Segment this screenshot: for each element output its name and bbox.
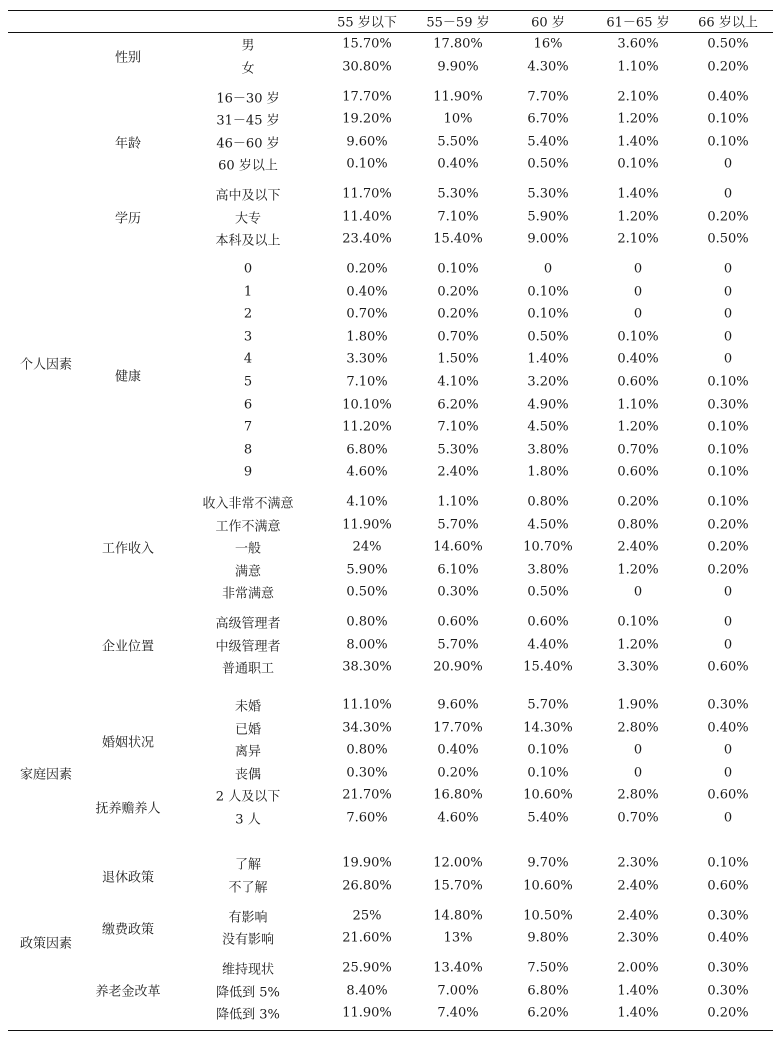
table-cell: 0.30% bbox=[707, 397, 749, 413]
row-label: 了解 bbox=[234, 857, 262, 873]
table-cell: 38.30% bbox=[342, 659, 392, 675]
table-cell: 23.40% bbox=[342, 231, 392, 247]
table-cell: 10.60% bbox=[523, 878, 573, 894]
table-cell: 5.70% bbox=[437, 637, 479, 653]
table-cell: 0 bbox=[633, 306, 643, 322]
table-cell: 1.20% bbox=[617, 111, 659, 127]
table-cell: 2.80% bbox=[617, 720, 659, 736]
table-cell: 8.40% bbox=[346, 983, 388, 999]
table-cell: 0.10% bbox=[707, 464, 749, 480]
table-cell: 0.20% bbox=[437, 765, 479, 781]
table-cell: 0.80% bbox=[346, 614, 388, 630]
table-cell: 0.20% bbox=[707, 59, 749, 75]
table-cell: 0.40% bbox=[707, 89, 749, 105]
table-cell: 0.30% bbox=[437, 584, 479, 600]
row-label: 5 bbox=[243, 374, 253, 390]
table-cell: 0.20% bbox=[437, 284, 479, 300]
table-cell: 0.20% bbox=[707, 539, 749, 555]
table-cell: 19.20% bbox=[342, 111, 392, 127]
table-cell: 0.80% bbox=[346, 742, 388, 758]
row-label: 16－30 岁 bbox=[216, 91, 280, 107]
table-cell: 1.50% bbox=[437, 351, 479, 367]
table-cell: 5.30% bbox=[437, 442, 479, 458]
table-cell: 13% bbox=[443, 930, 473, 946]
table-cell: 11.40% bbox=[342, 209, 392, 225]
table-cell: 0.70% bbox=[346, 306, 388, 322]
row-label: 46－60 岁 bbox=[216, 136, 280, 152]
bottom-rule bbox=[8, 1030, 773, 1031]
row-label: 1 bbox=[243, 284, 253, 300]
table-cell: 0 bbox=[633, 742, 643, 758]
table-cell: 0.30% bbox=[707, 697, 749, 713]
row-label: 维持现状 bbox=[221, 962, 275, 978]
table-cell: 0 bbox=[723, 306, 733, 322]
column-header: 61－65 岁 bbox=[606, 15, 670, 31]
table-cell: 0.40% bbox=[437, 742, 479, 758]
table-cell: 0 bbox=[723, 765, 733, 781]
row-label: 9 bbox=[243, 464, 253, 480]
table-cell: 9.60% bbox=[346, 134, 388, 150]
table-cell: 7.10% bbox=[437, 419, 479, 435]
row-label: 工作不满意 bbox=[215, 519, 281, 535]
row-label: 未婚 bbox=[234, 699, 262, 715]
table-cell: 0.20% bbox=[707, 562, 749, 578]
table-cell: 0 bbox=[723, 742, 733, 758]
row-label: 有影响 bbox=[228, 910, 268, 926]
table-cell: 0 bbox=[633, 584, 643, 600]
table-cell: 7.60% bbox=[346, 810, 388, 826]
row-label: 已婚 bbox=[234, 722, 262, 738]
table-cell: 0 bbox=[723, 584, 733, 600]
table-cell: 4.60% bbox=[346, 464, 388, 480]
row-label: 60 岁以上 bbox=[218, 158, 278, 174]
table-cell: 0 bbox=[723, 351, 733, 367]
table-cell: 0.10% bbox=[617, 156, 659, 172]
table-cell: 0.30% bbox=[707, 960, 749, 976]
table-cell: 0.10% bbox=[707, 111, 749, 127]
table-cell: 15.40% bbox=[523, 659, 573, 675]
table-cell: 2.10% bbox=[617, 89, 659, 105]
table-cell: 7.10% bbox=[346, 374, 388, 390]
table-cell: 0.40% bbox=[707, 930, 749, 946]
table-cell: 13.40% bbox=[433, 960, 483, 976]
table-cell: 7.40% bbox=[437, 1005, 479, 1021]
table-cell: 16% bbox=[533, 36, 563, 52]
row-label: 3 bbox=[243, 329, 253, 345]
table-cell: 26.80% bbox=[342, 878, 392, 894]
table-cell: 0.60% bbox=[617, 374, 659, 390]
table-cell: 0.10% bbox=[707, 855, 749, 871]
table-cell: 6.20% bbox=[437, 397, 479, 413]
row-label: 男 bbox=[241, 38, 255, 54]
row-label: 满意 bbox=[234, 564, 262, 580]
table-cell: 6.80% bbox=[527, 983, 569, 999]
table-cell: 10.50% bbox=[523, 908, 573, 924]
table-cell: 0.30% bbox=[707, 983, 749, 999]
table-cell: 0.40% bbox=[707, 720, 749, 736]
table-cell: 30.80% bbox=[342, 59, 392, 75]
row-label: 高级管理者 bbox=[215, 616, 281, 632]
table-cell: 0.80% bbox=[527, 494, 569, 510]
table-cell: 4.50% bbox=[527, 419, 569, 435]
row-label: 降低到 3% bbox=[216, 1007, 280, 1023]
table-cell: 2.00% bbox=[617, 960, 659, 976]
table-cell: 9.80% bbox=[527, 930, 569, 946]
table-cell: 1.40% bbox=[617, 134, 659, 150]
table-cell: 10.70% bbox=[523, 539, 573, 555]
table-cell: 0 bbox=[633, 765, 643, 781]
subcategory-label: 年龄 bbox=[114, 136, 142, 152]
table-cell: 10.10% bbox=[342, 397, 392, 413]
table-cell: 7.70% bbox=[527, 89, 569, 105]
table-cell: 9.90% bbox=[437, 59, 479, 75]
subcategory-label: 退休政策 bbox=[101, 870, 155, 886]
table-cell: 4.50% bbox=[527, 517, 569, 533]
table-cell: 14.60% bbox=[433, 539, 483, 555]
table-cell: 5.90% bbox=[346, 562, 388, 578]
table-cell: 0.10% bbox=[346, 156, 388, 172]
table-cell: 5.50% bbox=[437, 134, 479, 150]
table-cell: 0.10% bbox=[707, 374, 749, 390]
table-cell: 0.40% bbox=[437, 156, 479, 172]
table-cell: 11.10% bbox=[342, 697, 392, 713]
row-label: 普通职工 bbox=[221, 661, 275, 677]
table-cell: 0.60% bbox=[707, 659, 749, 675]
table-cell: 0.10% bbox=[707, 494, 749, 510]
table-cell: 1.40% bbox=[617, 1005, 659, 1021]
table-cell: 1.40% bbox=[617, 983, 659, 999]
table-cell: 3.30% bbox=[346, 351, 388, 367]
row-label: 降低到 5% bbox=[216, 985, 280, 1001]
table-cell: 11.90% bbox=[433, 89, 483, 105]
table-cell: 0.10% bbox=[527, 765, 569, 781]
table-cell: 4.40% bbox=[527, 637, 569, 653]
table-cell: 3.30% bbox=[617, 659, 659, 675]
subcategory-label: 性别 bbox=[114, 50, 142, 66]
table-cell: 0.10% bbox=[707, 134, 749, 150]
table-cell: 0.60% bbox=[707, 878, 749, 894]
subcategory-label: 工作收入 bbox=[101, 541, 155, 557]
table-cell: 2.40% bbox=[437, 464, 479, 480]
table-cell: 1.10% bbox=[437, 494, 479, 510]
table-cell: 2.40% bbox=[617, 908, 659, 924]
table-cell: 3.20% bbox=[527, 374, 569, 390]
table-cell: 0 bbox=[723, 637, 733, 653]
row-label: 不了解 bbox=[228, 880, 268, 896]
row-label: 3 人 bbox=[235, 812, 261, 828]
row-label: 8 bbox=[243, 442, 253, 458]
table-cell: 5.90% bbox=[527, 209, 569, 225]
table-cell: 8.00% bbox=[346, 637, 388, 653]
table-cell: 0 bbox=[723, 261, 733, 277]
table-cell: 34.30% bbox=[342, 720, 392, 736]
row-label: 女 bbox=[241, 61, 255, 77]
table-cell: 0.70% bbox=[617, 810, 659, 826]
table-cell: 0.10% bbox=[707, 442, 749, 458]
table-cell: 14.30% bbox=[523, 720, 573, 736]
table-cell: 2.30% bbox=[617, 930, 659, 946]
table-cell: 25.90% bbox=[342, 960, 392, 976]
row-label: 收入非常不满意 bbox=[202, 496, 294, 512]
category-label: 政策因素 bbox=[19, 936, 73, 952]
table-cell: 0.30% bbox=[346, 765, 388, 781]
table-cell: 4.10% bbox=[346, 494, 388, 510]
table-cell: 1.40% bbox=[617, 186, 659, 202]
table-cell: 7.00% bbox=[437, 983, 479, 999]
table-cell: 2.80% bbox=[617, 787, 659, 803]
table-cell: 0 bbox=[633, 284, 643, 300]
row-label: 高中及以下 bbox=[215, 188, 281, 204]
table-cell: 0.50% bbox=[346, 584, 388, 600]
table-cell: 15.40% bbox=[433, 231, 483, 247]
table-cell: 17.70% bbox=[342, 89, 392, 105]
table-cell: 1.10% bbox=[617, 59, 659, 75]
subcategory-label: 企业位置 bbox=[101, 639, 155, 655]
row-label: 2 bbox=[243, 306, 253, 322]
table-cell: 0 bbox=[633, 261, 643, 277]
table-cell: 0.20% bbox=[707, 517, 749, 533]
row-label: 6 bbox=[243, 397, 253, 413]
row-label: 一般 bbox=[234, 541, 262, 557]
table-cell: 0.60% bbox=[707, 787, 749, 803]
table-cell: 5.40% bbox=[527, 134, 569, 150]
table-cell: 2.10% bbox=[617, 231, 659, 247]
table-cell: 12.00% bbox=[433, 855, 483, 871]
table-cell: 2.30% bbox=[617, 855, 659, 871]
row-label: 31－45 岁 bbox=[216, 113, 280, 129]
table-cell: 3.80% bbox=[527, 562, 569, 578]
row-label: 丧偶 bbox=[234, 767, 262, 783]
table-cell: 5.40% bbox=[527, 810, 569, 826]
subcategory-label: 婚姻状况 bbox=[101, 735, 155, 751]
table-cell: 11.70% bbox=[342, 186, 392, 202]
row-label: 中级管理者 bbox=[215, 639, 281, 655]
column-header: 55 岁以下 bbox=[337, 15, 397, 31]
table-cell: 1.20% bbox=[617, 419, 659, 435]
table-cell: 3.80% bbox=[527, 442, 569, 458]
category-label: 家庭因素 bbox=[19, 767, 73, 783]
table-cell: 1.10% bbox=[617, 397, 659, 413]
table-cell: 9.00% bbox=[527, 231, 569, 247]
table-cell: 5.70% bbox=[527, 697, 569, 713]
table-cell: 1.20% bbox=[617, 637, 659, 653]
table-cell: 15.70% bbox=[433, 878, 483, 894]
row-label: 7 bbox=[243, 419, 253, 435]
table-cell: 10% bbox=[443, 111, 473, 127]
column-header: 55－59 岁 bbox=[426, 15, 490, 31]
subcategory-label: 健康 bbox=[114, 369, 142, 385]
table-cell: 5.30% bbox=[527, 186, 569, 202]
table-cell: 0.60% bbox=[437, 614, 479, 630]
table-cell: 1.40% bbox=[527, 351, 569, 367]
table-cell: 0 bbox=[723, 329, 733, 345]
table-cell: 0.50% bbox=[527, 156, 569, 172]
table-cell: 5.70% bbox=[437, 517, 479, 533]
table-cell: 11.90% bbox=[342, 1005, 392, 1021]
table-cell: 0.60% bbox=[617, 464, 659, 480]
table-cell: 0.20% bbox=[437, 306, 479, 322]
table-cell: 0.30% bbox=[707, 908, 749, 924]
table-cell: 3.60% bbox=[617, 36, 659, 52]
table-cell: 5.30% bbox=[437, 186, 479, 202]
table-cell: 1.90% bbox=[617, 697, 659, 713]
table-cell: 0.10% bbox=[707, 419, 749, 435]
subcategory-label: 学历 bbox=[114, 211, 142, 227]
table-cell: 0.50% bbox=[527, 584, 569, 600]
table-cell: 0.20% bbox=[346, 261, 388, 277]
table-cell: 4.10% bbox=[437, 374, 479, 390]
table-cell: 4.30% bbox=[527, 59, 569, 75]
table-cell: 24% bbox=[352, 539, 382, 555]
table-cell: 7.50% bbox=[527, 960, 569, 976]
row-label: 离异 bbox=[234, 744, 262, 760]
table-cell: 17.70% bbox=[433, 720, 483, 736]
table-cell: 6.20% bbox=[527, 1005, 569, 1021]
table-cell: 21.70% bbox=[342, 787, 392, 803]
table-cell: 0 bbox=[723, 810, 733, 826]
table-cell: 1.80% bbox=[527, 464, 569, 480]
table-cell: 11.90% bbox=[342, 517, 392, 533]
table-cell: 0.10% bbox=[527, 306, 569, 322]
table-cell: 1.80% bbox=[346, 329, 388, 345]
row-label: 没有影响 bbox=[221, 932, 275, 948]
table-cell: 0.40% bbox=[346, 284, 388, 300]
table-cell: 20.90% bbox=[433, 659, 483, 675]
table-cell: 0.10% bbox=[527, 284, 569, 300]
table-cell: 0.10% bbox=[617, 614, 659, 630]
table-cell: 2.40% bbox=[617, 878, 659, 894]
table-cell: 14.80% bbox=[433, 908, 483, 924]
row-label: 0 bbox=[243, 261, 253, 277]
table-cell: 21.60% bbox=[342, 930, 392, 946]
table-cell: 0 bbox=[543, 261, 553, 277]
table-cell: 0 bbox=[723, 186, 733, 202]
subcategory-label: 养老金改革 bbox=[95, 984, 161, 1000]
row-label: 本科及以上 bbox=[215, 233, 281, 249]
row-label: 大专 bbox=[234, 211, 262, 227]
table-cell: 0.50% bbox=[527, 329, 569, 345]
subcategory-label: 抚养赡养人 bbox=[95, 801, 161, 817]
subcategory-label: 缴费政策 bbox=[101, 922, 155, 938]
table-cell: 4.60% bbox=[437, 810, 479, 826]
table-cell: 9.70% bbox=[527, 855, 569, 871]
column-header: 60 岁 bbox=[531, 15, 565, 31]
table-cell: 2.40% bbox=[617, 539, 659, 555]
table-cell: 0.80% bbox=[617, 517, 659, 533]
table-cell: 10.60% bbox=[523, 787, 573, 803]
table-cell: 17.80% bbox=[433, 36, 483, 52]
table-cell: 0.70% bbox=[437, 329, 479, 345]
table-cell: 0.20% bbox=[707, 1005, 749, 1021]
table-cell: 7.10% bbox=[437, 209, 479, 225]
table-cell: 0.10% bbox=[527, 742, 569, 758]
column-header: 66 岁以上 bbox=[698, 15, 758, 31]
row-label: 2 人及以下 bbox=[215, 789, 281, 805]
row-label: 4 bbox=[243, 351, 253, 367]
table-cell: 6.70% bbox=[527, 111, 569, 127]
table-cell: 1.20% bbox=[617, 209, 659, 225]
table-cell: 0 bbox=[723, 156, 733, 172]
table-cell: 6.80% bbox=[346, 442, 388, 458]
table-cell: 0.10% bbox=[617, 329, 659, 345]
table-cell: 0.10% bbox=[437, 261, 479, 277]
table-cell: 6.10% bbox=[437, 562, 479, 578]
table-cell: 0 bbox=[723, 614, 733, 630]
table-cell: 15.70% bbox=[342, 36, 392, 52]
category-label: 个人因素 bbox=[19, 357, 73, 373]
table-cell: 16.80% bbox=[433, 787, 483, 803]
table-cell: 0 bbox=[723, 284, 733, 300]
row-label: 非常满意 bbox=[221, 586, 275, 602]
header-rule bbox=[8, 32, 773, 33]
table-cell: 0.20% bbox=[707, 209, 749, 225]
table-cell: 0.70% bbox=[617, 442, 659, 458]
table-cell: 0.20% bbox=[617, 494, 659, 510]
table-cell: 0.40% bbox=[617, 351, 659, 367]
table-cell: 0.50% bbox=[707, 231, 749, 247]
table-cell: 19.90% bbox=[342, 855, 392, 871]
table-cell: 25% bbox=[352, 908, 382, 924]
table-cell: 0.50% bbox=[707, 36, 749, 52]
table-cell: 11.20% bbox=[342, 419, 392, 435]
table-cell: 1.20% bbox=[617, 562, 659, 578]
table-cell: 0.60% bbox=[527, 614, 569, 630]
table-cell: 9.60% bbox=[437, 697, 479, 713]
table-cell: 4.90% bbox=[527, 397, 569, 413]
